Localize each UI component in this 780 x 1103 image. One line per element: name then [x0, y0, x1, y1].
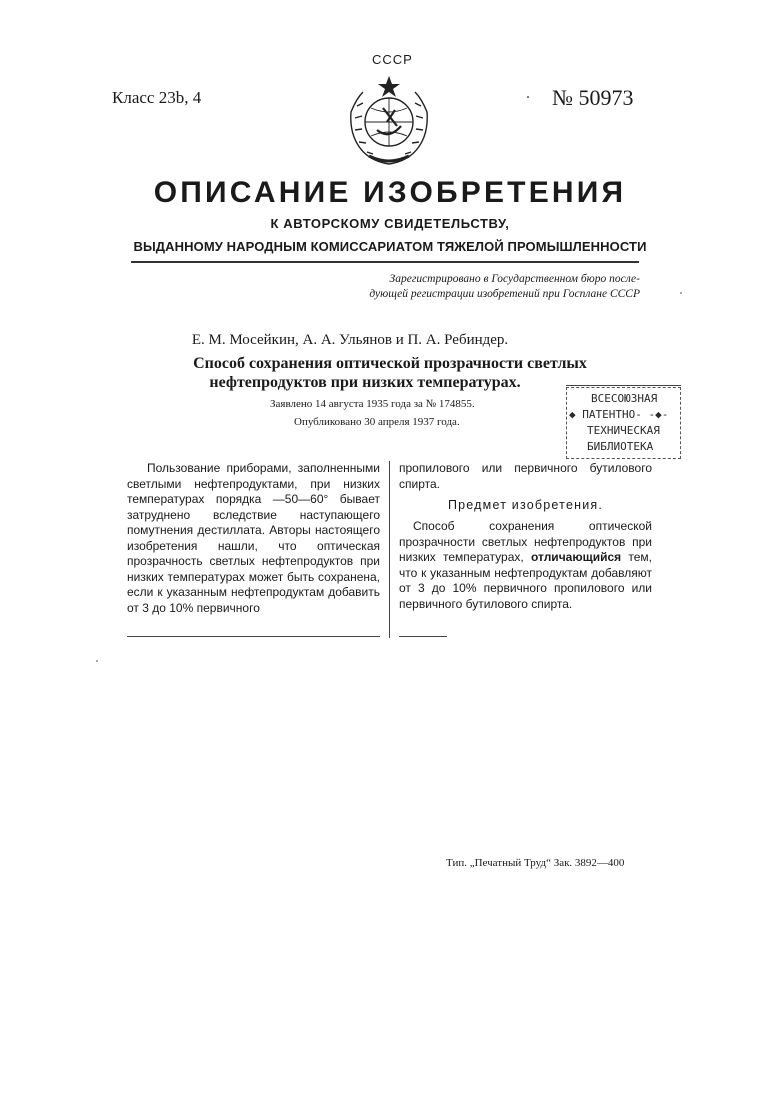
title-underline	[566, 385, 681, 386]
body-left-column: Пользование приборами, заполненными светлыми нефтепродуктами, при низких температурах порядка —50—60° бывает затруднено вследствие наступающего помутнения дестиллата. Авторы настоящего изобретения нашли, что оптическая прозрачность светлых нефтепродуктов при низких температурах может быть сохранена, если к указанным нефтепродуктам добавить от 3 до 10% первичного	[127, 461, 380, 615]
stamp-line3: ТЕХНИЧЕСКАЯ	[587, 424, 660, 437]
patent-number: № 50973	[552, 85, 634, 110]
header-divider	[131, 261, 639, 263]
country-label: СССР	[372, 52, 413, 67]
document-subtitle-line2: ВЫДАННОМУ НАРОДНЫМ КОМИССАРИАТОМ ТЯЖЕЛОЙ ПРОМЫШЛЕННОСТИ	[133, 239, 647, 254]
stamp-line4: БИБЛИОТЕКА	[587, 440, 654, 453]
stamp-line2-wrap: ◆ ПАТЕНТНО- -◆-	[569, 408, 669, 421]
document-subtitle-line1: К АВТОРСКОМУ СВИДЕТЕЛЬСТВУ,	[270, 216, 510, 231]
published-date: Опубликовано 30 апреля 1937 года.	[294, 416, 460, 428]
speck	[96, 660, 98, 662]
state-emblem	[343, 72, 435, 168]
claim-part1: Способ сохранения оптической прозрачности светлых нефтепродуктов при низких температурах,	[399, 519, 652, 564]
column-divider	[389, 461, 390, 638]
subject-heading: Предмет изобретения.	[447, 498, 604, 512]
authors: Е. М. Мосейкин, А. А. Ульянов и П. А. Ребиндер.	[191, 332, 509, 348]
registration-note-line2: дующей регистрации изобретений при Госплане СССР	[369, 288, 640, 300]
claim-part2: тем, что к указанным нефтепродуктам добавляют от 3 до 10% первичного пропилового или первичного бутилового спирта.	[399, 550, 652, 611]
stamp-line1: ВСЕСОЮЗНАЯ	[591, 392, 658, 405]
claim-end-rule	[399, 636, 447, 637]
speck	[680, 292, 682, 294]
stamp-line2: ПАТЕНТНО-	[582, 408, 642, 421]
speck	[527, 96, 529, 98]
body-right-continuation: пропилового или первичного бутилового спирта.	[399, 461, 652, 491]
document-title: ОПИСАНИЕ ИЗОБРЕТЕНИЯ	[153, 176, 627, 209]
claim-emphasis: отличающийся	[530, 550, 622, 564]
printer-imprint: Тип. „Печатный Труд“ Зак. 3892—400	[446, 857, 625, 869]
invention-title-line1: Способ сохранения оптической прозрачности светлых	[193, 355, 587, 372]
filed-date: Заявлено 14 августа 1935 года за № 174855.	[270, 398, 475, 410]
claim-text	[399, 519, 652, 612]
invention-title-line2: нефтепродуктов при низких температурах.	[209, 374, 521, 391]
registration-note-line1: Зарегистрировано в Государственном бюро после-	[389, 273, 640, 285]
class-label: Класс 23b, 4	[112, 88, 202, 107]
library-stamp	[566, 387, 681, 459]
left-column-end-rule	[127, 636, 380, 637]
registration-note	[318, 272, 640, 302]
